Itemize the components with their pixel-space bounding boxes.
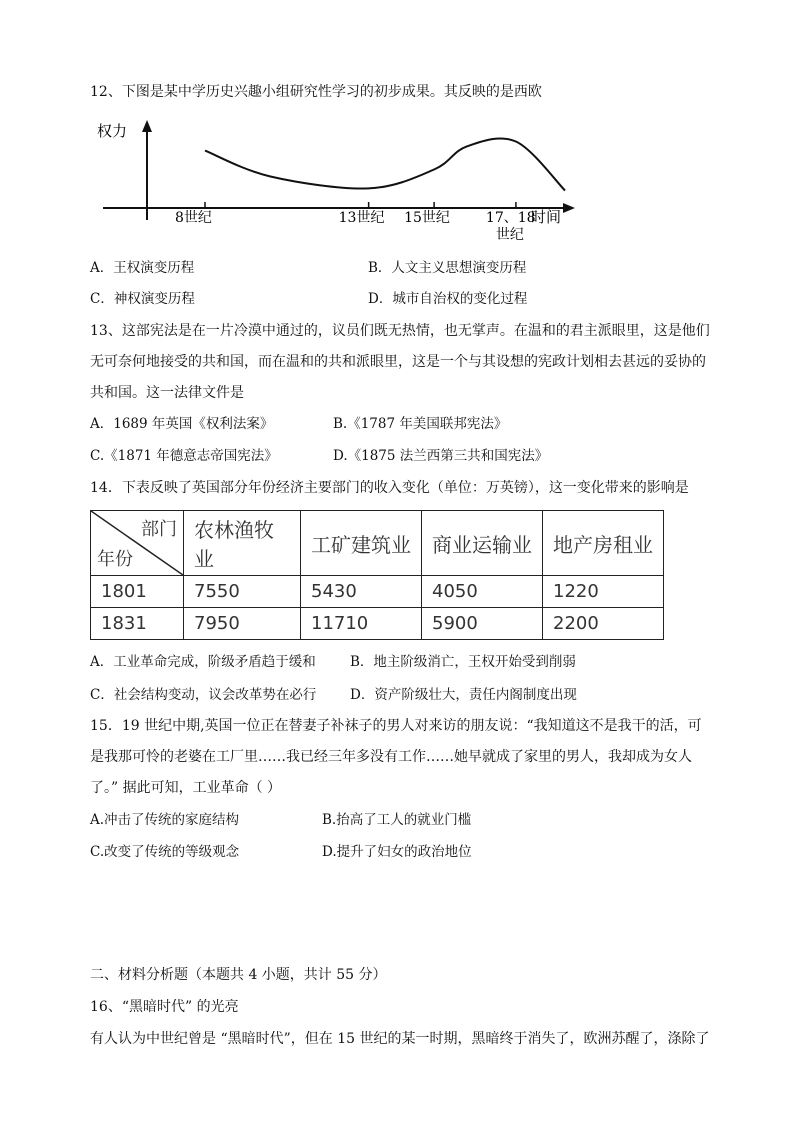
q15-option-a: A.冲击了传统的家庭结构 (90, 812, 240, 828)
x-tick-label: 世纪 (495, 227, 524, 243)
q14-option-c: C．社会结构变动，议会改革势在必行 (90, 687, 317, 703)
q15-line-3: 了。” 据此可知，工业革命（ ） (90, 780, 282, 796)
header-agriculture: 农林渔牧业 (184, 511, 301, 576)
q12-option-b: B．人文主义思想演变历程 (368, 260, 527, 276)
income-table (90, 510, 664, 640)
x-axis-label: 时间 (531, 208, 562, 226)
q15-option-c: C.改变了传统的等级观念 (90, 844, 240, 860)
x-tick-label: 15世纪 (404, 210, 450, 226)
x-tick-label: 13世纪 (338, 210, 385, 226)
x-tick-label: 8世纪 (175, 210, 212, 226)
table-corner-cell (91, 511, 184, 576)
q12-stem: 12、下图是某中学历史兴趣小组研究性学习的初步成果。其反映的是西欧 (90, 84, 542, 100)
q14-option-a: A．工业革命完成，阶级矛盾趋于缓和 (90, 654, 316, 670)
y-axis-label: 权力 (97, 122, 128, 140)
q14-option-b: B．地主阶级消亡，王权开始受到削弱 (350, 654, 576, 670)
corner-year-label: 年份 (97, 549, 133, 570)
q13-option-d: D.《1875 法兰西第三共和国宪法》 (333, 448, 549, 464)
x-axis-arrow (563, 203, 575, 213)
cell: 1220 (543, 576, 664, 608)
table-row (91, 576, 664, 608)
q16-title: 16、“黑暗时代” 的光亮 (90, 999, 239, 1015)
q14-option-d: D．资产阶级壮大，责任内阁制度出现 (350, 687, 577, 703)
q15-line-1: 15．19 世纪中期,英国一位正在替妻子补袜子的男人对来访的朋友说：“我知道这不是我干的活，可 (90, 718, 702, 734)
cell: 5430 (301, 576, 422, 608)
series-line (205, 138, 565, 190)
q13-option-a: A．1689 年英国《权利法案》 (90, 416, 274, 432)
table-row (91, 608, 664, 640)
x-tick-label: 17、18 (485, 210, 536, 226)
header-commerce: 商业运输业 (422, 511, 543, 576)
q13-option-c: C.《1871 年德意志帝国宪法》 (90, 448, 278, 464)
header-industry: 工矿建筑业 (301, 511, 422, 576)
q12-option-c: C．神权演变历程 (90, 291, 195, 307)
q16-text-line-1: 有人认为中世纪曾是 “黑暗时代”，但在 15 世纪的某一时期，黑暗终于消失了，欧洲苏醒了，涤除了 (90, 1031, 710, 1047)
row-year: 1831 (91, 608, 184, 640)
q13-line-1: 13、这部宪法是在一片冷漠中通过的，议员们既无热情，也无掌声。在温和的君主派眼里，这是他们 (90, 323, 710, 339)
section-2-title: 二、材料分析题（本题共 4 小题，共计 55 分） (90, 967, 387, 983)
q15-line-2: 是我那可怜的老婆在工厂里……我已经三年多没有工作……她早就成了家里的男人，我却成为女人 (90, 749, 692, 765)
q15-option-d: D.提升了妇女的政治地位 (322, 844, 472, 860)
row-year: 1801 (91, 576, 184, 608)
cell: 2200 (543, 608, 664, 640)
cell: 7950 (184, 608, 301, 640)
cell: 4050 (422, 576, 543, 608)
q13-line-2: 无可奈何地接受的共和国，而在温和的共和派眼里，这是一个与其设想的宪政计划相去甚远的妥协的 (90, 354, 706, 370)
cell: 5900 (422, 608, 543, 640)
q13-line-3: 共和国。这一法律文件是 (90, 385, 244, 401)
power-curve-chart (95, 118, 585, 248)
q12-option-d: D．城市自治权的变化过程 (368, 291, 528, 307)
q14-stem: 14．下表反映了英国部分年份经济主要部门的收入变化（单位：万英镑），这一变化带来的影响是 (90, 480, 689, 496)
cell: 7550 (184, 576, 301, 608)
q13-option-b: B.《1787 年美国联邦宪法》 (333, 416, 508, 432)
q12-option-a: A．王权演变历程 (90, 260, 195, 276)
q15-option-b: B.抬高了工人的就业门槛 (322, 812, 472, 828)
corner-dept-label: 部门 (141, 519, 177, 540)
header-realestate: 地产房租业 (543, 511, 664, 576)
y-axis-arrow (142, 120, 152, 132)
cell: 11710 (301, 608, 422, 640)
